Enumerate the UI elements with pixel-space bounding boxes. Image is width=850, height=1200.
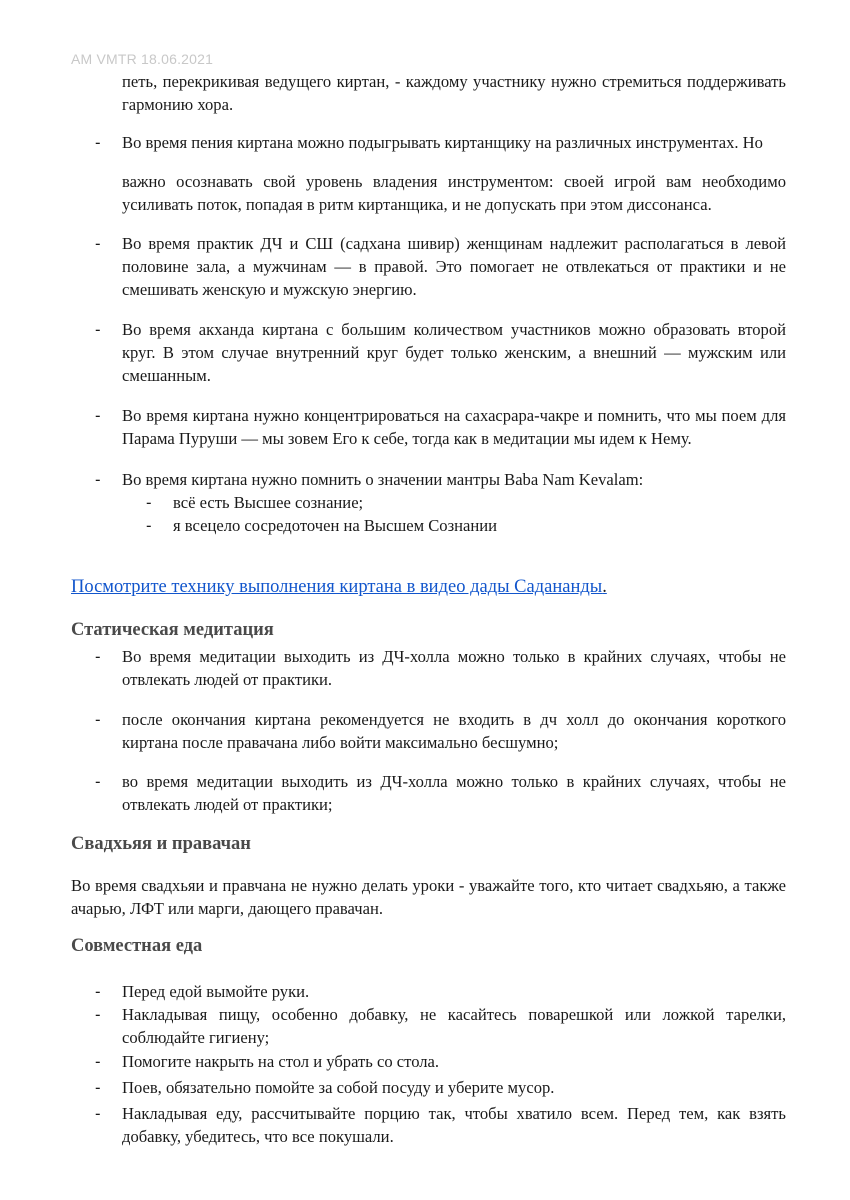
section-heading-svadhyaya: Свадхьяя и правачан: [71, 834, 251, 854]
section-heading-static-meditation: Статическая медитация: [71, 620, 274, 640]
list-item: Накладывая пищу, особенно добавку, не касайтесь поварешкой или ложкой тарелки, соблюдайте гигиену;: [122, 1005, 786, 1047]
list-item: Во время пения киртана можно подыгрывать киртанщику на различных инструментах. Но: [122, 133, 763, 152]
list-item-continuation: важно осознавать свой уровень владения инструментом: своей игрой вам необходимо усиливать поток, попадая в ритм киртанщика, и не допускать при этом диссонанса.: [122, 172, 786, 214]
list-item: после окончания киртана рекомендуется не входить в дч холл до окончания короткого киртана после правачана либо войти максимально бесшумно;: [122, 710, 786, 752]
intro-continuation: петь, перекрикивая ведущего киртан, - каждому участнику нужно стремиться поддерживать гармонию хора.: [122, 72, 786, 114]
bullet-dash: -: [95, 406, 101, 425]
mantra-meaning-item: всё есть Высшее сознание;: [173, 493, 364, 512]
bullet-dash: -: [95, 470, 101, 489]
bullet-dash: -: [95, 772, 101, 791]
sadananda-video-link[interactable]: Посмотрите технику выполнения киртана в видео дады Садананды: [71, 577, 603, 597]
svadhyaya-paragraph: Во время свадхьяи и правчана не нужно делать уроки - уважайте того, кто читает свадхьяю, а также ачарью, ЛФТ или марги, дающего правачан.: [71, 876, 786, 918]
list-item: Во время киртана нужно помнить о значении мантры Baba Nam Kevalam:: [122, 470, 644, 489]
sub-bullet-dash: -: [146, 516, 152, 535]
list-item: Во время медитации выходить из ДЧ-холла можно только в крайних случаях, чтобы не отвлекать людей от практики.: [122, 647, 786, 689]
bullet-dash: -: [95, 1104, 101, 1123]
list-item: Во время акханда киртана с большим количеством участников можно образовать второй круг. В этом случае внутренний круг будет только женским, а внешний — мужским или смешанным.: [122, 320, 786, 385]
section-heading-shared-meal: Совместная еда: [71, 936, 203, 956]
bullet-dash: -: [95, 133, 101, 152]
list-item: Поев, обязательно помойте за собой посуду и уберите мусор.: [122, 1078, 555, 1097]
list-item: Во время практик ДЧ и СШ (садхана шивир) женщинам надлежит располагаться в левой половине зала, а мужчинам — в правой. Это помогает не отвлекаться от практики и не смешивать женскую и мужскую энергию.: [122, 234, 786, 299]
mantra-meaning-item: я всецело сосредоточен на Высшем Сознании: [173, 516, 498, 535]
bullet-dash: -: [95, 1078, 101, 1097]
bullet-dash: -: [95, 647, 101, 666]
list-item: Помогите накрыть на стол и убрать со стола.: [122, 1052, 440, 1071]
list-item: во время медитации выходить из ДЧ-холла можно только в крайних случаях, чтобы не отвлекать людей от практики;: [122, 772, 786, 814]
bullet-dash: -: [95, 234, 101, 253]
bullet-dash: -: [95, 1052, 101, 1071]
document-stamp: AM VMTR 18.06.2021: [71, 51, 214, 67]
bullet-dash: -: [95, 710, 101, 729]
list-item: Накладывая еду, рассчитывайте порцию так, чтобы хватило всем. Перед тем, как взять добавку, убедитесь, что все покушали.: [122, 1104, 786, 1146]
link-trailing-period: .: [602, 577, 607, 597]
sub-bullet-dash: -: [146, 493, 152, 512]
list-item: Во время киртана нужно концентрироваться на сахасрара-чакре и помнить, что мы поем для Парама Пуруши — мы зовем Его к себе, тогда как в медитации мы идем к Нему.: [122, 406, 786, 448]
bullet-dash: -: [95, 320, 101, 339]
bullet-dash: -: [95, 982, 101, 1001]
video-link-line: [71, 575, 607, 599]
list-item: Перед едой вымойте руки.: [122, 982, 310, 1001]
bullet-dash: -: [95, 1005, 101, 1024]
